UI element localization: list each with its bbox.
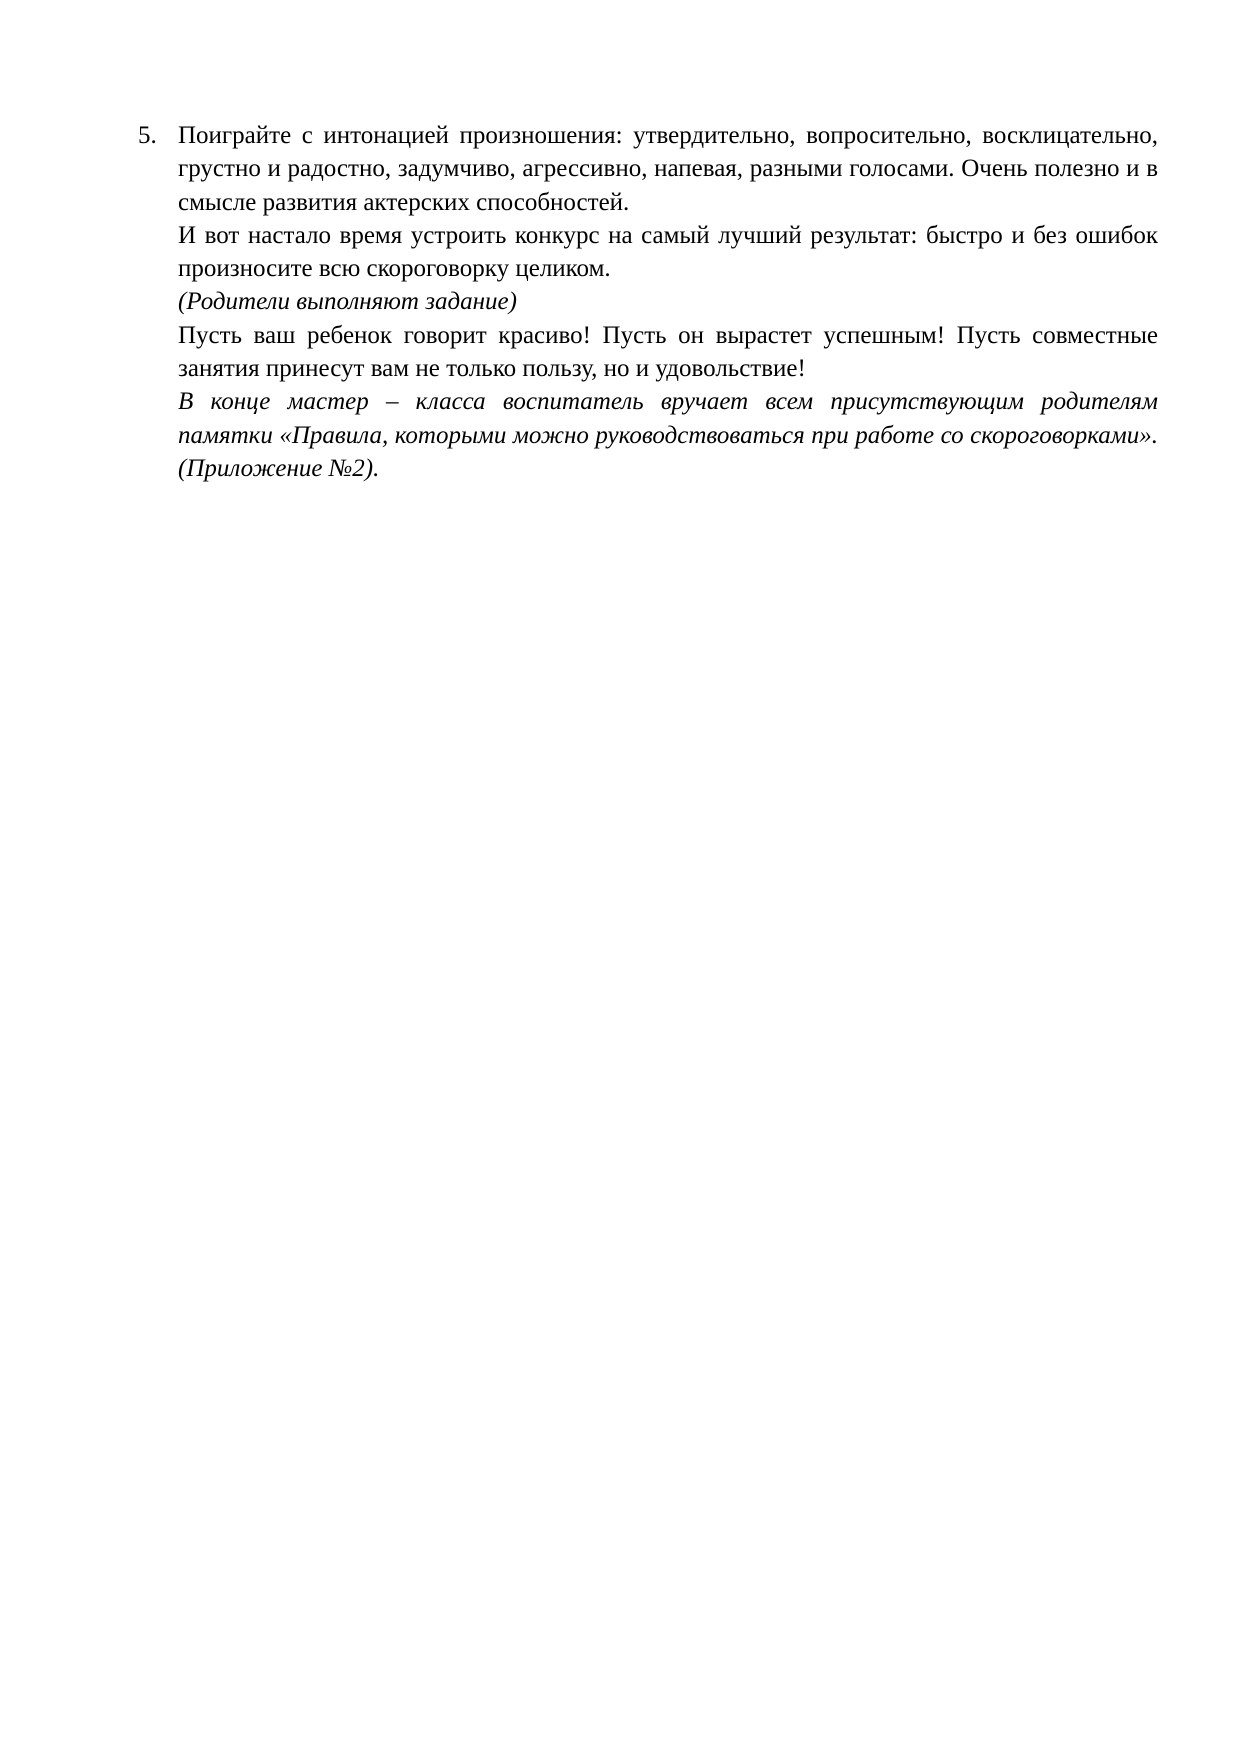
paragraph-intonation-exercise: Поиграйте с интонацией произношения: утвердительно, вопросительно, восклицательно, грустно и радостно, задумчиво, агрессивно, напевая, разными голосами. Очень полезно и в смысле развития актерских способностей. (178, 122, 1158, 216)
list-item-number: 5. (138, 122, 157, 149)
paragraph-wishes: Пусть ваш ребенок говорит красиво! Пусть он вырастет успешным! Пусть совместные занятия принесут вам не только пользу, но и удовольствие! (178, 321, 1158, 383)
list-item-body (178, 119, 1158, 485)
paragraph-parents-task-note: (Родители выполняют задание) (178, 288, 517, 316)
paragraph-closing-note: В конце мастер – класса воспитатель вручает всем присутствующим родителям памятки «Правила, которыми можно руководствоваться при работе со скороговорками». (Приложение №2). (178, 388, 1158, 482)
paragraph-contest: И вот настало время устроить конкурс на самый лучший результат: быстро и без ошибок произносите всю скороговорку целиком. (178, 221, 1158, 283)
